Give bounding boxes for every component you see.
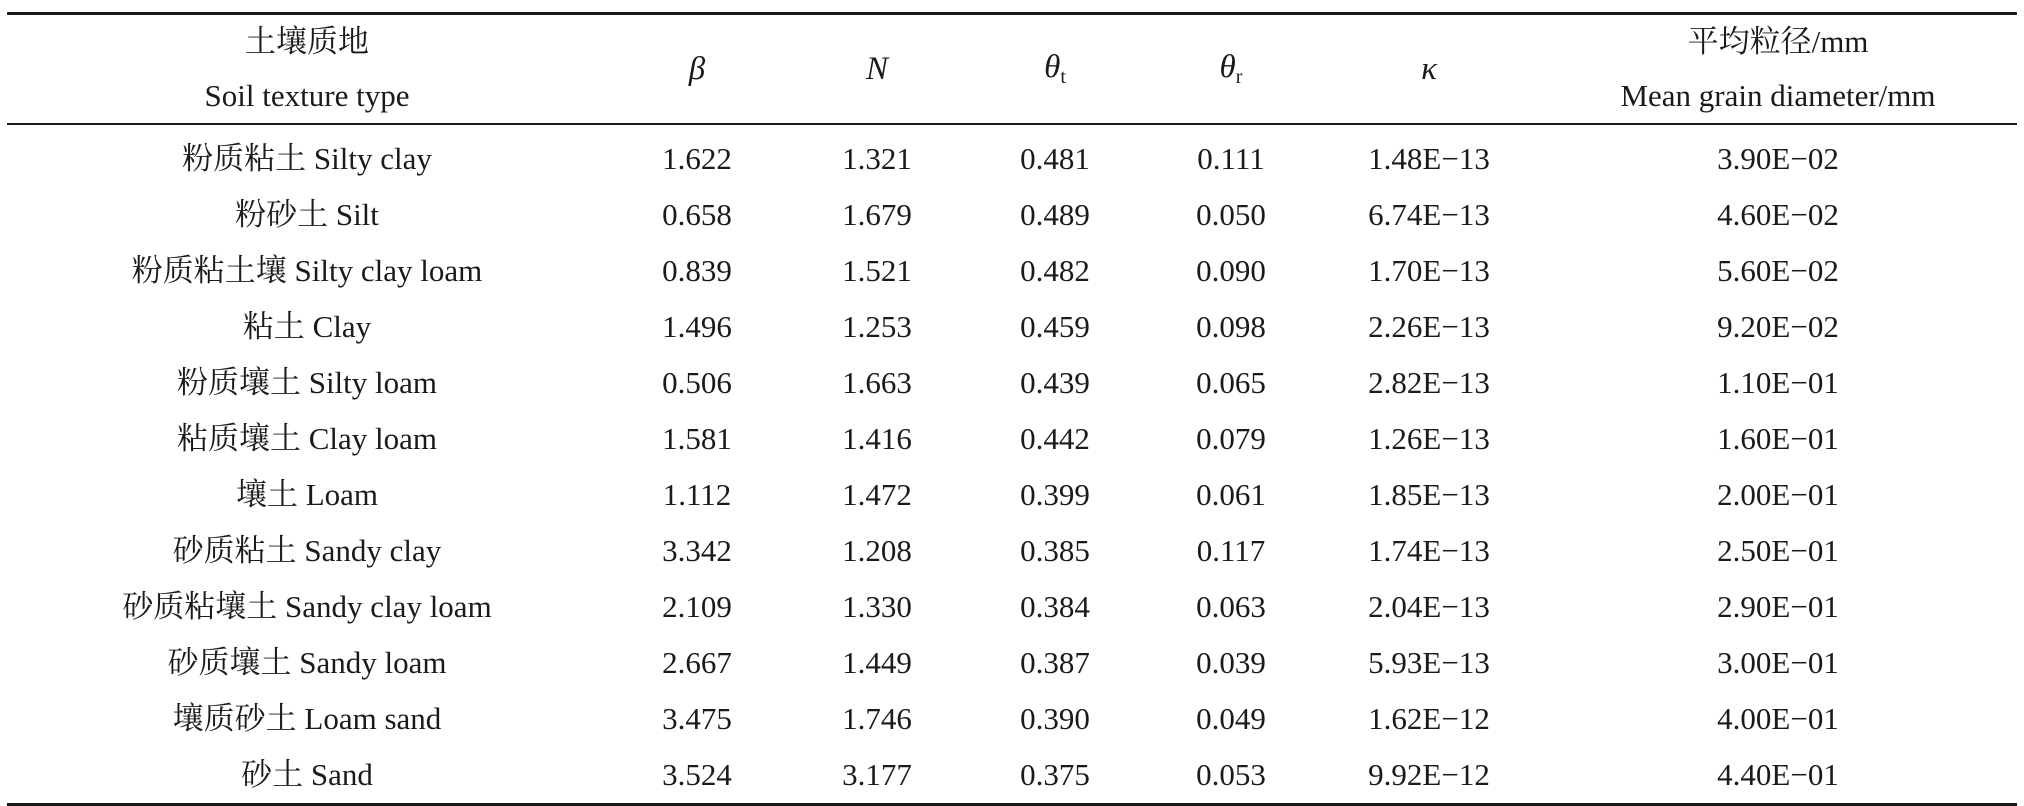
- table-body: [7, 124, 2017, 805]
- cell-theta-r: 0.061: [1196, 477, 1266, 512]
- cell-n: 1.321: [842, 141, 912, 176]
- cell-texture: 砂质粘壤土 Sandy clay loam: [122, 589, 492, 624]
- cell-n: 1.208: [842, 533, 912, 568]
- cell-theta-r: 0.063: [1196, 589, 1266, 624]
- table-row: [7, 467, 2017, 523]
- cell-kappa: 1.70E−13: [1368, 253, 1490, 288]
- table-row: [7, 187, 2017, 243]
- cell-beta: 2.667: [662, 645, 732, 680]
- table-row: [7, 243, 2017, 299]
- cell-n: 1.472: [842, 477, 912, 512]
- table-row: [7, 124, 2017, 187]
- cell-n: 1.416: [842, 421, 912, 456]
- table-row: [7, 747, 2017, 805]
- header-row: [7, 14, 2017, 125]
- cell-grain: 4.40E−01: [1539, 747, 2017, 805]
- cell-n: 1.330: [842, 589, 912, 624]
- cell-n: 3.177: [787, 747, 967, 805]
- cell-grain: 5.60E−02: [1717, 253, 1839, 288]
- soil-parameter-table: [7, 12, 2017, 806]
- cell-n: 1.663: [842, 365, 912, 400]
- cell-kappa: 6.74E−13: [1368, 197, 1490, 232]
- cell-theta-t: 0.459: [1020, 309, 1090, 344]
- cell-theta-t: 0.375: [967, 747, 1143, 805]
- header-beta: β: [607, 14, 787, 125]
- header-soil-texture-en: Soil texture type: [204, 78, 410, 113]
- table-row: [7, 411, 2017, 467]
- cell-beta: 1.112: [662, 477, 732, 512]
- cell-n: 1.253: [842, 309, 912, 344]
- header-n: N: [787, 14, 967, 125]
- cell-theta-r: 0.049: [1196, 701, 1266, 736]
- cell-theta-r: 0.053: [1143, 747, 1319, 805]
- cell-texture: 砂质粘土 Sandy clay: [172, 533, 442, 568]
- cell-kappa: 5.93E−13: [1368, 645, 1490, 680]
- cell-grain: 2.90E−01: [1717, 589, 1839, 624]
- cell-theta-t: 0.482: [1020, 253, 1090, 288]
- cell-grain: 9.20E−02: [1717, 309, 1839, 344]
- table-row: [7, 691, 2017, 747]
- cell-grain: 3.90E−02: [1717, 141, 1839, 176]
- cell-texture: 壤质砂土 Loam sand: [172, 701, 442, 736]
- cell-n: 1.521: [842, 253, 912, 288]
- cell-theta-t: 0.384: [1020, 589, 1090, 624]
- cell-theta-r: 0.039: [1196, 645, 1266, 680]
- cell-texture: 粘土 Clay: [242, 309, 372, 344]
- cell-theta-t: 0.390: [1020, 701, 1090, 736]
- cell-beta: 0.506: [662, 365, 732, 400]
- cell-theta-t: 0.385: [1020, 533, 1090, 568]
- header-grain-diameter-zh: 平均粒径/mm: [1687, 24, 1869, 59]
- cell-theta-t: 0.387: [1020, 645, 1090, 680]
- cell-beta: 0.658: [662, 197, 732, 232]
- header-theta-r-subscript: r: [1235, 66, 1243, 88]
- cell-theta-r: 0.079: [1196, 421, 1266, 456]
- cell-texture: 粘质壤土 Clay loam: [176, 421, 438, 456]
- table-row: [7, 355, 2017, 411]
- header-soil-texture: [7, 14, 607, 125]
- cell-beta: 2.109: [662, 589, 732, 624]
- cell-theta-r: 0.090: [1196, 253, 1266, 288]
- header-soil-texture-zh: 土壤质地: [245, 24, 369, 59]
- table-row: [7, 523, 2017, 579]
- cell-texture: 砂土 Sand: [7, 747, 607, 805]
- cell-grain: 2.00E−01: [1717, 477, 1839, 512]
- cell-kappa: 2.04E−13: [1368, 589, 1490, 624]
- cell-grain: 3.00E−01: [1717, 645, 1839, 680]
- header-grain-diameter-en: Mean grain diameter/mm: [1620, 78, 1936, 113]
- cell-theta-r: 0.117: [1196, 533, 1266, 568]
- cell-grain: 1.60E−01: [1717, 421, 1839, 456]
- cell-beta: 1.622: [662, 141, 732, 176]
- header-theta-r-symbol: θ: [1219, 49, 1236, 85]
- header-kappa: κ: [1319, 14, 1539, 125]
- header-grain-diameter: [1539, 14, 2017, 125]
- cell-theta-r: 0.111: [1197, 141, 1265, 176]
- cell-n: 1.679: [842, 197, 912, 232]
- cell-texture: 粉质粘土 Silty clay: [182, 141, 432, 176]
- header-theta-r: [1143, 14, 1319, 125]
- cell-beta: 3.475: [662, 701, 732, 736]
- cell-theta-t: 0.481: [1020, 141, 1090, 176]
- cell-grain: 2.50E−01: [1717, 533, 1839, 568]
- cell-kappa: 9.92E−12: [1319, 747, 1539, 805]
- cell-theta-t: 0.399: [1020, 477, 1090, 512]
- cell-grain: 4.60E−02: [1717, 197, 1839, 232]
- cell-texture: 粉砂土 Silt: [235, 197, 379, 232]
- cell-kappa: 1.74E−13: [1368, 533, 1490, 568]
- cell-n: 1.746: [842, 701, 912, 736]
- cell-texture: 粉质壤土 Silty loam: [176, 365, 438, 400]
- cell-beta: 1.496: [662, 309, 732, 344]
- cell-theta-r: 0.065: [1196, 365, 1266, 400]
- table-row: [7, 299, 2017, 355]
- cell-theta-t: 0.489: [1020, 197, 1090, 232]
- cell-grain: 1.10E−01: [1717, 365, 1839, 400]
- soil-parameter-table-container: [0, 12, 2024, 806]
- cell-kappa: 2.82E−13: [1368, 365, 1490, 400]
- table-row: [7, 635, 2017, 691]
- table-header: [7, 14, 2017, 125]
- cell-kappa: 1.48E−13: [1368, 141, 1490, 176]
- cell-theta-t: 0.442: [1020, 421, 1090, 456]
- header-theta-t: [967, 14, 1143, 125]
- cell-kappa: 1.26E−13: [1368, 421, 1490, 456]
- cell-beta: 3.524: [607, 747, 787, 805]
- cell-texture: 粉质粘土壤 Silty clay loam: [131, 253, 483, 288]
- cell-beta: 0.839: [662, 253, 732, 288]
- cell-kappa: 1.85E−13: [1368, 477, 1490, 512]
- cell-beta: 1.581: [662, 421, 732, 456]
- cell-beta: 3.342: [662, 533, 732, 568]
- cell-theta-r: 0.050: [1196, 197, 1266, 232]
- cell-kappa: 2.26E−13: [1368, 309, 1490, 344]
- cell-theta-t: 0.439: [1020, 365, 1090, 400]
- header-theta-t-symbol: θ: [1044, 49, 1061, 85]
- cell-kappa: 1.62E−12: [1368, 701, 1490, 736]
- cell-grain: 4.00E−01: [1717, 701, 1839, 736]
- header-theta-t-subscript: t: [1060, 66, 1066, 88]
- cell-texture: 砂质壤土 Sandy loam: [167, 645, 447, 680]
- cell-theta-r: 0.098: [1196, 309, 1266, 344]
- cell-texture: 壤土 Loam: [235, 477, 379, 512]
- cell-n: 1.449: [842, 645, 912, 680]
- table-row: [7, 579, 2017, 635]
